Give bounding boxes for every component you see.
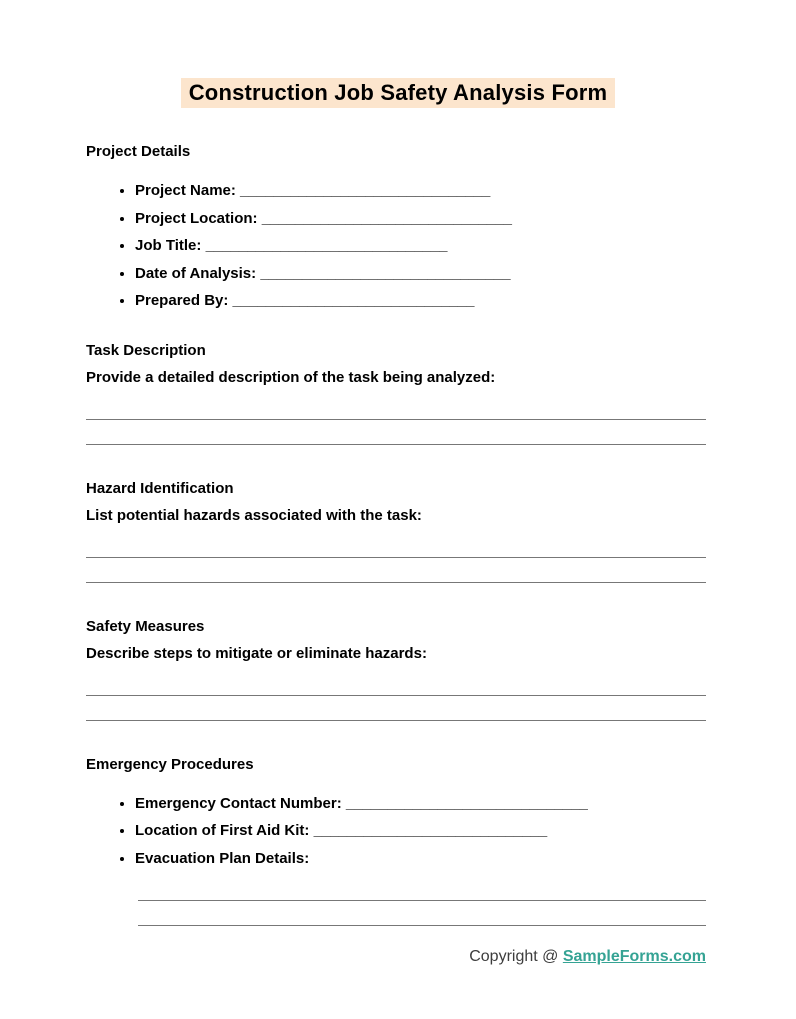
write-line (138, 901, 706, 926)
field-label: Project Location: (135, 209, 258, 227)
field-blank: _____________________________ (232, 292, 475, 309)
section-heading-hazard-identification: Hazard Identification (86, 479, 234, 497)
field-blank: ______________________________ (261, 209, 512, 227)
emergency-procedures-list (86, 790, 706, 873)
write-line (138, 876, 706, 901)
field-label: Location of First Aid Kit: (135, 822, 310, 839)
task-description-prompt: Provide a detailed description of the task being analyzed: (86, 368, 496, 386)
evacuation-plan-answer-lines (138, 876, 706, 926)
hazard-identification-answer-lines (86, 533, 706, 583)
list-item-project-location (135, 205, 706, 233)
safety-measures-prompt: Describe steps to mitigate or eliminate hazards: (86, 644, 427, 662)
field-blank: ____________________________ (313, 822, 548, 839)
list-item-evacuation-plan-details (135, 845, 706, 873)
title-container (0, 0, 796, 108)
page-title: Construction Job Safety Analysis Form (181, 78, 616, 108)
task-description-answer-lines (86, 395, 706, 445)
field-label: Date of Analysis: (135, 264, 257, 282)
section-heading-safety-measures: Safety Measures (86, 617, 205, 635)
write-line (86, 696, 706, 721)
field-blank: _____________________________ (205, 237, 448, 254)
section-heading-project-details: Project Details (86, 143, 191, 160)
list-item-date-of-analysis (135, 260, 706, 288)
list-item-job-title (135, 232, 706, 260)
write-line (86, 558, 706, 583)
write-line (86, 671, 706, 696)
copyright-text: Copyright @ (469, 948, 559, 965)
hazard-identification-prompt: List potential hazards associated with the task: (86, 506, 422, 524)
field-label: Evacuation Plan Details: (135, 849, 310, 867)
safety-measures-answer-lines (86, 671, 706, 721)
field-label: Prepared By: (135, 292, 229, 309)
section-heading-emergency-procedures: Emergency Procedures (86, 755, 254, 773)
list-item-prepared-by (135, 287, 706, 315)
field-blank: ______________________________ (260, 264, 511, 282)
list-item-project-name (135, 177, 706, 205)
field-label: Job Title: (135, 237, 202, 254)
list-item-emergency-contact-number (135, 790, 706, 818)
write-line (86, 533, 706, 558)
write-line (86, 420, 706, 445)
field-blank: ______________________________ (240, 182, 491, 199)
section-heading-task-description: Task Description (86, 341, 206, 359)
project-details-list (86, 177, 706, 315)
document-body (0, 142, 796, 966)
list-item-first-aid-kit-location (135, 817, 706, 845)
field-label: Project Name: (135, 182, 236, 199)
write-line (86, 395, 706, 420)
field-label: Emergency Contact Number: (135, 794, 342, 812)
field-blank: _____________________________ (345, 794, 588, 812)
sampleforms-link[interactable]: SampleForms.com (562, 948, 706, 965)
footer (86, 948, 706, 966)
